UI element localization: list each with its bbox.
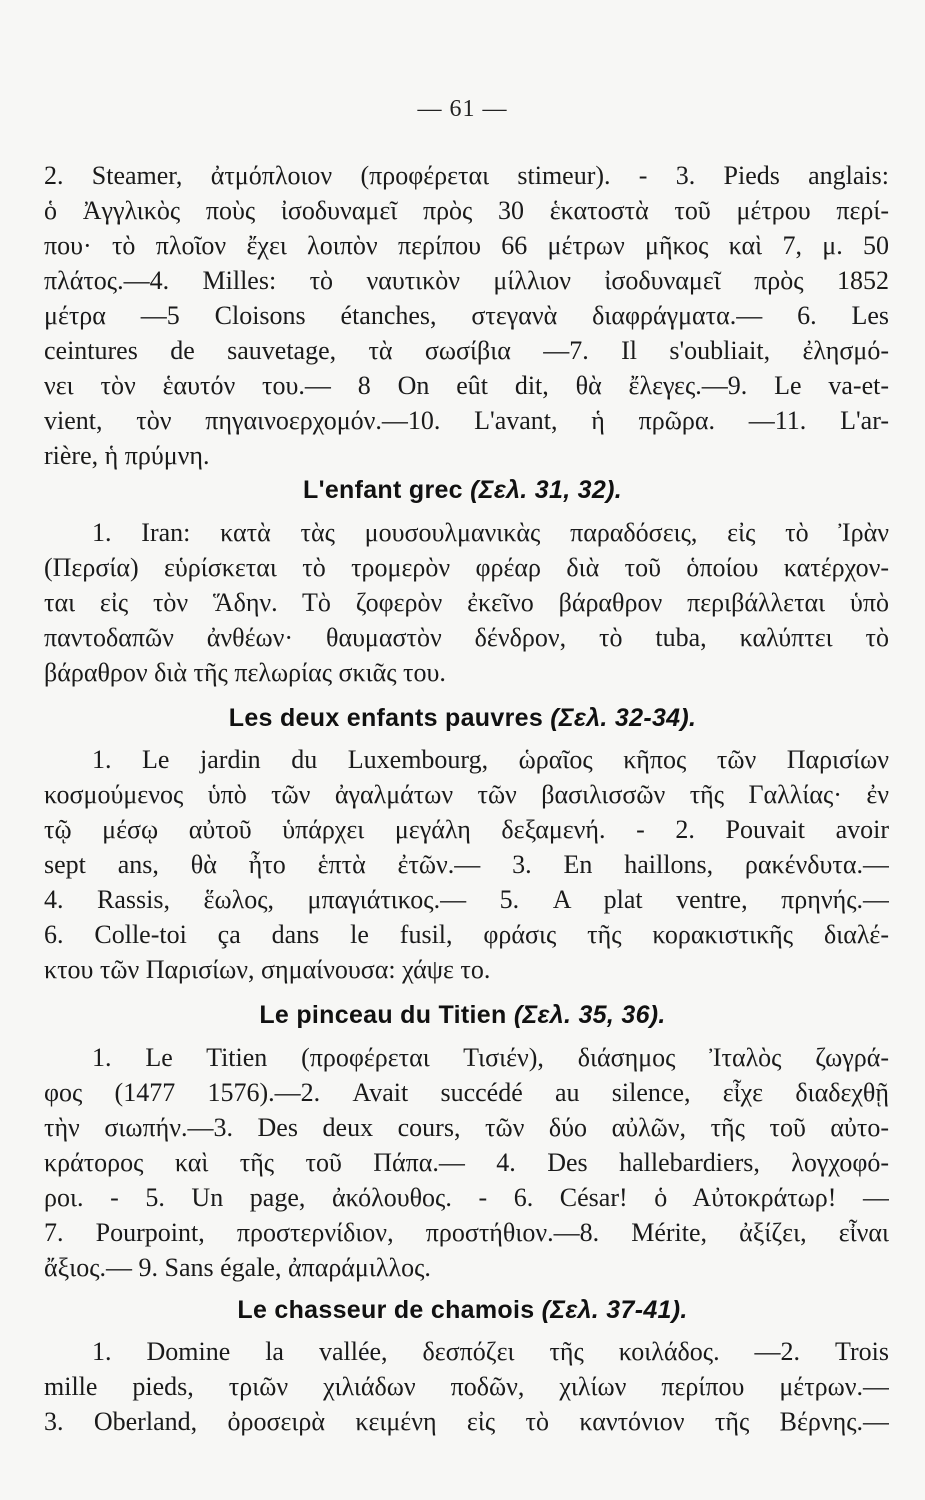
text-line: 1. Iran: κατὰ τὰς μουσουλμανικὰς παραδόσεις, εἰς τὸ Ἰρὰν [92,518,889,547]
text-line: 3. Oberland, ὀροσειρὰ κειμένη εἰς τὸ καντόνιον τῆς Βέρνης.— [44,1407,889,1436]
text-line: vient, τὸν πηγαινοερχομόν.—10. L'avant, ἡ πρῶρα. —11. L'ar- [44,406,889,435]
text-line: ceintures de sauvetage, τὰ σωσίβια —7. Il s'oubliait, ἐλησμό- [44,336,889,365]
section-title: Les deux enfants pauvres [228,704,544,732]
text-line: πλάτος.—4. Milles: τὸ ναυτικὸν μίλλιον ἰσοδυναμεῖ πρὸς 1852 [44,266,889,295]
notes-enfant-grec [44,515,889,690]
text-line: κτου τῶν Παρισίων, σημαίνουσα: χάψε το. [44,955,491,984]
text-line: ται εἰς τὸν Ἅδην. Τὸ ζοφερὸν ἐκεῖνο βάραθρον περιβάλλεται ὑπὸ [44,588,889,617]
text-line: παντοδαπῶν ἀνθέων· θαυμαστὸν δένδρον, τὸ tuba, καλύπτει τὸ [44,623,889,652]
text-line: mille pieds, τριῶν χιλιάδων ποδῶν, χιλίων περίπου μέτρων.— [44,1372,889,1401]
text-line: φος (1477 1576).—2. Avait succédé au silence, εἶχε διαδεχθῇ [44,1078,889,1107]
section-heading-pinceau-titien [0,997,925,1033]
text-line: τὴν σιωπήν.—3. Des deux cours, τῶν δύο αὐλῶν, τῆς τοῦ αὐτο- [44,1113,889,1142]
text-line: 4. Rassis, ἕωλος, μπαγιάτικος.— 5. A plat ventre, πρηνής.— [44,885,889,914]
section-title: Le chasseur de chamois [237,1296,535,1324]
notes-deux-enfants [44,742,889,987]
text-line: τῷ μέσῳ αὐτοῦ ὑπάρχει μεγάλη δεξαμενή. - 2. Pouvait avoir [44,815,889,844]
text-line: 1. Le jardin du Luxembourg, ὡραῖος κῆπος τῶν Παρισίων [92,745,889,774]
section-title: L'enfant grec [303,476,463,504]
text-line: ἄξιος.— 9. Sans égale, ἀπαράμιλλος. [44,1253,431,1282]
text-line: rière, ἡ πρύμνη. [44,441,210,470]
text-line: 1. Le Titien (προφέρεται Τισιέν), διάσημος Ἰταλὸς ζωγρά- [92,1043,889,1072]
section-page-ref: (Σελ. 32-34). [550,704,697,732]
section-heading-chasseur-chamois [0,1292,925,1328]
text-line: 6. Colle-toi ça dans le fusil, φράσις τῆς κορακιστικῆς διαλέ- [44,920,889,949]
text-line: που· τὸ πλοῖον ἔχει λοιπὸν περίπου 66 μέτρων μῆκος καὶ 7, μ. 50 [44,231,889,260]
section-heading-deux-enfants [0,700,925,736]
notes-chasseur-chamois [44,1334,889,1439]
text-line: 2. Steamer, ἀτμόπλοιον (προφέρεται stimeur). - 3. Pieds anglais: [44,161,889,190]
section-page-ref: (Σελ. 37-41). [541,1296,688,1324]
section-page-ref: (Σελ. 31, 32). [470,476,622,504]
notes-continuation [44,158,889,473]
notes-pinceau-titien [44,1040,889,1285]
text-line: ὁ Ἀγγλικὸς ποὺς ἰσοδυναμεῖ πρὸς 30 ἑκατοστὰ τοῦ μέτρου περί- [44,196,889,225]
section-title: Le pinceau du Titien [259,1001,507,1029]
text-line: 1. Domine la vallée, δεσπόζει τῆς κοιλάδος. —2. Trois [92,1337,889,1366]
text-line: (Περσία) εὑρίσκεται τὸ τρομερὸν φρέαρ διὰ τοῦ ὁποίου κατέρχον- [44,553,889,582]
text-line: κράτορος καὶ τῆς τοῦ Πάπα.— 4. Des hallebardiers, λογχοφό- [44,1148,889,1177]
text-line: νει τὸν ἑαυτόν του.— 8 On eût dit, θὰ ἔλεγες.—9. Le va-et- [44,371,889,400]
text-line: κοσμούμενος ὑπὸ τῶν ἀγαλμάτων τῶν βασιλισσῶν τῆς Γαλλίας· ἐν [44,780,889,809]
page-number: — 61 — [417,96,508,122]
text-line: ροι. - 5. Un page, ἀκόλουθος. - 6. César! ὁ Αὐτοκράτωρ! — [44,1183,889,1212]
text-line: μέτρα —5 Cloisons étanches, στεγανὰ διαφράγματα.— 6. Les [44,301,889,330]
text-line: sept ans, θὰ ἦτο ἑπτὰ ἐτῶν.— 3. En haillons, ρακένδυτα.— [44,850,889,879]
text-line: 7. Pourpoint, προστερνίδιον, προστήθιον.—8. Mérite, ἀξίζει, εἶναι [44,1218,889,1247]
text-line: βάραθρον διὰ τῆς πελωρίας σκιᾶς του. [44,658,446,687]
section-page-ref: (Σελ. 35, 36). [513,1001,666,1029]
section-heading-enfant-grec [0,472,925,508]
